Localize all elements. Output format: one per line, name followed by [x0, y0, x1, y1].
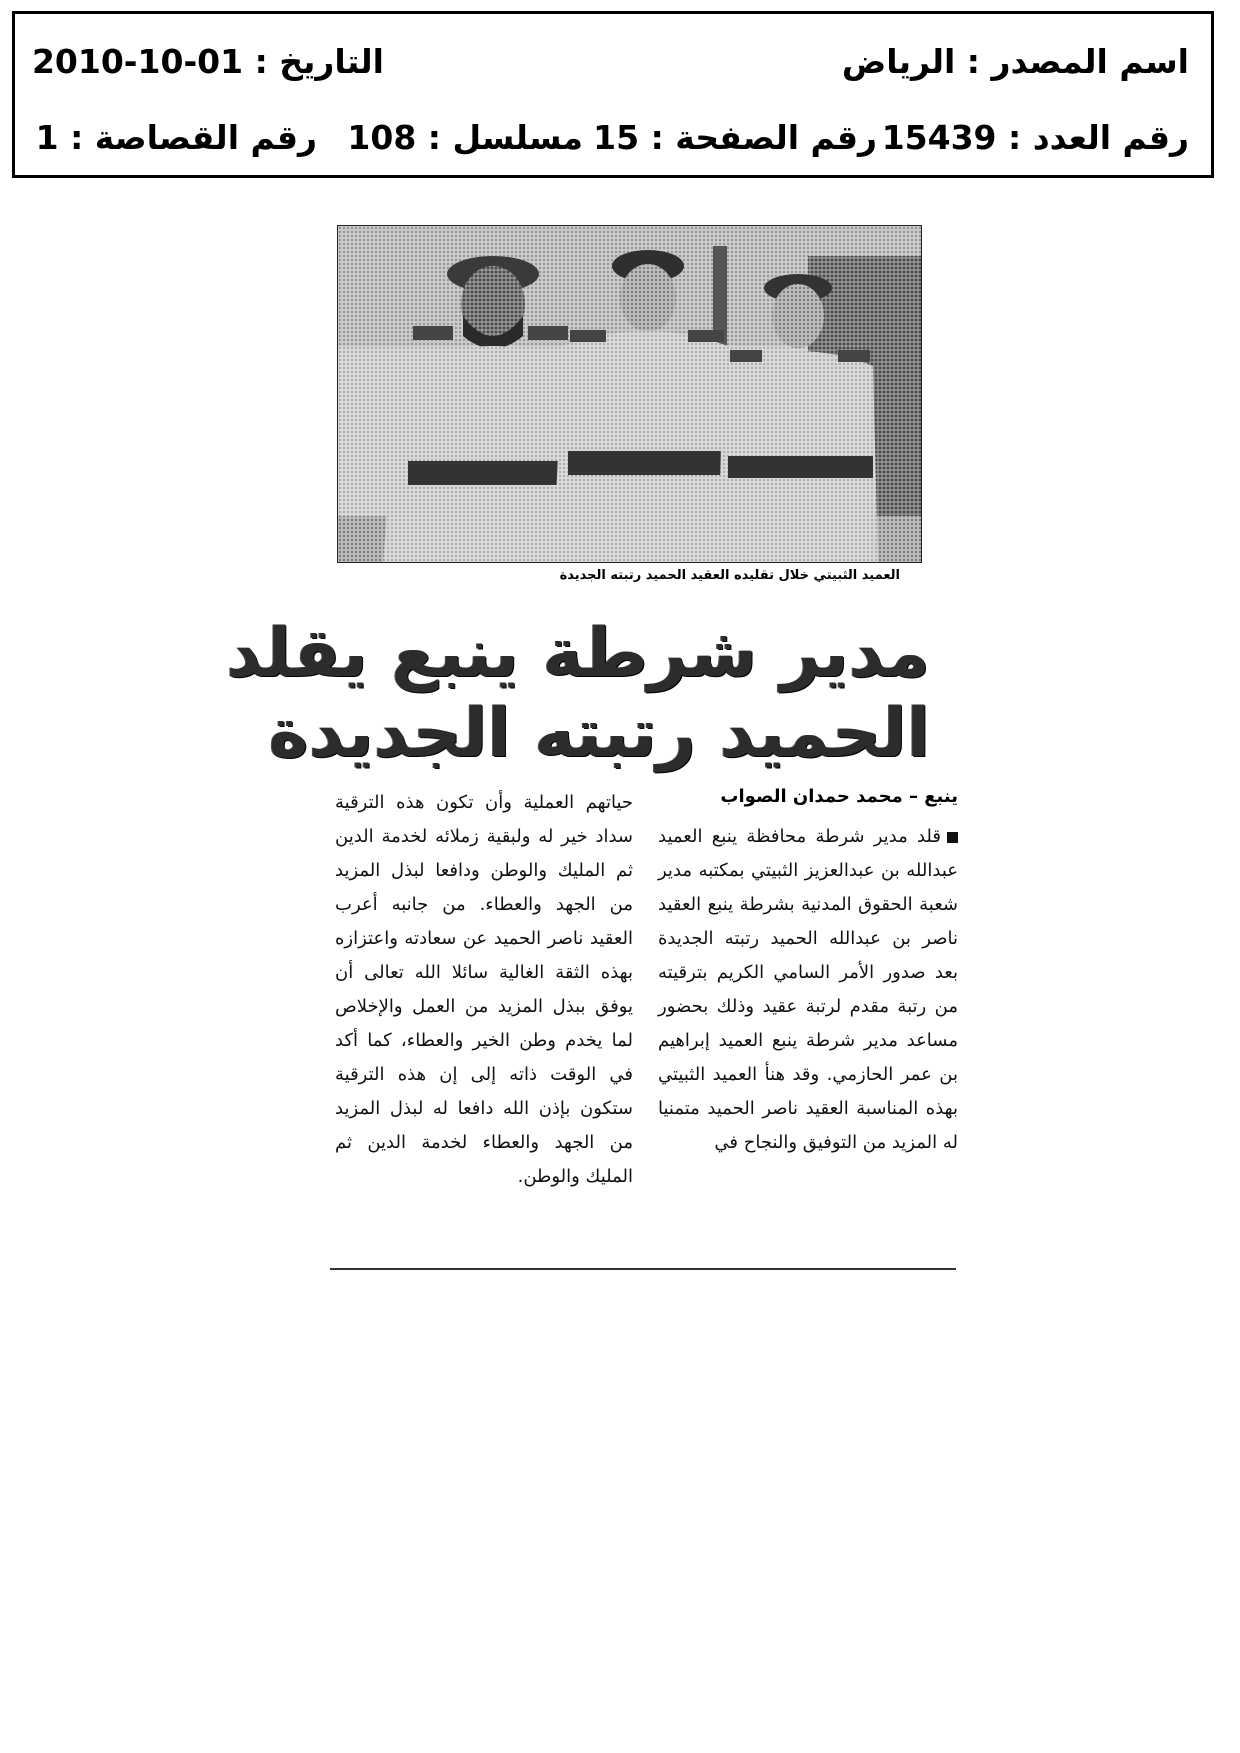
page-field: رقم الصفحة : 15 [593, 118, 877, 157]
paragraph-marker-icon [947, 832, 958, 843]
clipping-number-field: رقم القصاصة : 1 [35, 118, 317, 157]
date-field: التاريخ : 01-10-2010 [31, 42, 384, 81]
clipping-header [12, 11, 1214, 178]
serial-field: مسلسل : 108 [347, 118, 583, 157]
article-end-rule [330, 1268, 956, 1270]
photo-caption: العميد الثبيتي خلال تقليده العقيد الحميد رتبته الجديدة [559, 568, 900, 583]
headline-line-2: الحميد رتبته الجديدة [268, 694, 930, 773]
article-photo [337, 225, 922, 563]
headline-line-1: مدير شرطة ينبع يقلد [226, 614, 930, 693]
article-body-left: حياتهم العملية وأن تكون هذه الترقية سداد خير له ولبقية زملائه لخدمة الدين ثم المليك والوطن ودافعا لبذل المزيد من الجهد والعطاء. من جانبه أعرب العقيد ناصر الحميد عن سعادته واعتزازه بهذه الثقة الغالية سائلا الله تعالى أن يوفق ببذل المزيد من العمل والإخلاص لما يخدم وطن الخير والعطاء، كما أكد في الوقت ذاته إلى إن هذه الترقية ستكون بإذن الله دافعا له لبذل المزيد من الجهد والعطاء لخدمة الدين ثم المليك والوطن. [335, 792, 633, 1187]
officers-photo [338, 226, 922, 563]
article-column-left [335, 786, 633, 1194]
article-column-right [658, 820, 958, 1160]
article-body-right: قلد مدير شرطة محافظة ينبع العميد عبدالله بن عبدالعزيز الثبيتي بمكتبه مدير شعبة الحقوق المدنية بشرطة ينبع العقيد ناصر بن عبدالله الحميد رتبته الجديدة بعد صدور الأمر السامي الكريم بترقيته من رتبة مقدم لرتبة عقيد وذلك بحضور مساعد مدير شرطة ينبع العميد إبراهيم بن عمر الحازمي. وقد هنأ العميد الثبيتي بهذه المناسبة العقيد ناصر الحميد متمنيا له المزيد من التوفيق والنجاح في [658, 826, 958, 1153]
source-field: اسم المصدر : الرياض [841, 42, 1189, 81]
byline: ينبع – محمد حمدان الصواب [720, 786, 958, 807]
issue-field: رقم العدد : 15439 [881, 118, 1189, 157]
